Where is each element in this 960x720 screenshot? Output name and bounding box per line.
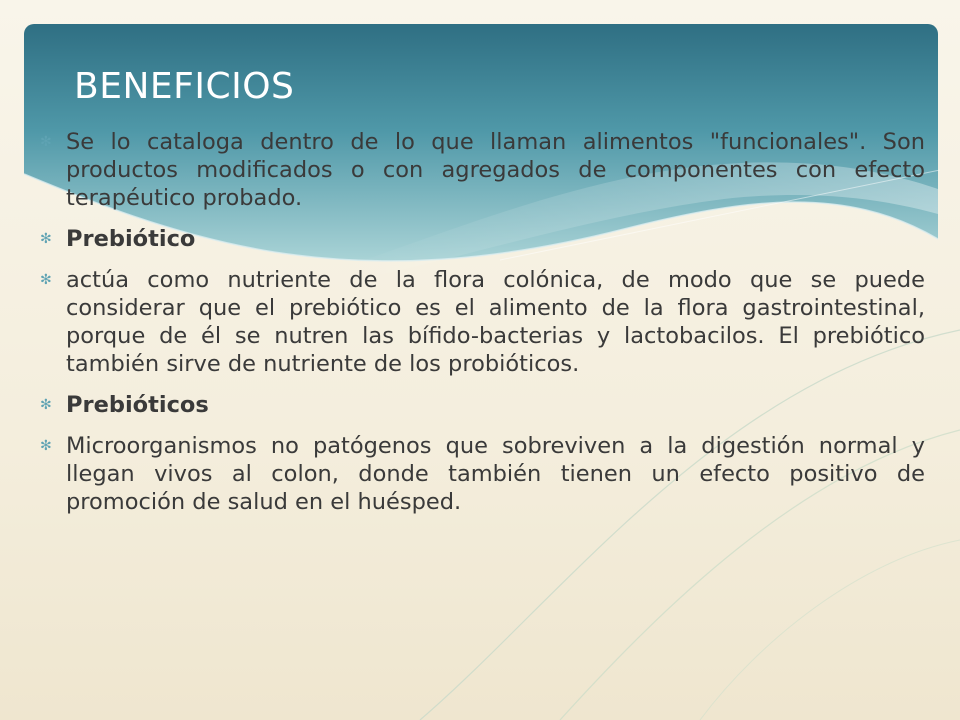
bullet-item-2 <box>40 225 925 253</box>
bullet-text: Microorganismos no patógenos que sobreviven a la digestión normal y llegan vivos al colon, donde también tienen un efecto positivo de promoción de salud en el huésped. <box>66 433 925 515</box>
bullet-item-3 <box>40 266 925 378</box>
bullet-heading: Prebiótico <box>66 226 196 252</box>
bullet-text: actúa como nutriente de la flora colónica, de modo que se puede considerar que el prebiótico es el alimento de la flora gastrointestinal, porque de él se nutren las bífido-bacterias y lactobacilos. El prebiótico también sirve de nutriente de los probióticos. <box>66 267 925 377</box>
asterisk-bullet-icon: ✻ <box>40 134 52 150</box>
bullet-heading: Prebióticos <box>66 392 209 418</box>
bullet-item-5 <box>40 432 925 516</box>
bullet-list <box>40 128 925 529</box>
bullet-item-1 <box>40 128 925 212</box>
bullet-item-4 <box>40 391 925 419</box>
asterisk-bullet-icon: ✻ <box>40 397 52 413</box>
asterisk-bullet-icon: ✻ <box>40 231 52 247</box>
bullet-text: Se lo cataloga dentro de lo que llaman alimentos "funcionales". Son productos modificados o con agregados de componentes con efecto terapéutico probado. <box>66 129 925 211</box>
asterisk-bullet-icon: ✻ <box>40 438 52 454</box>
slide-title: BENEFICIOS <box>74 66 295 107</box>
asterisk-bullet-icon: ✻ <box>40 272 52 288</box>
